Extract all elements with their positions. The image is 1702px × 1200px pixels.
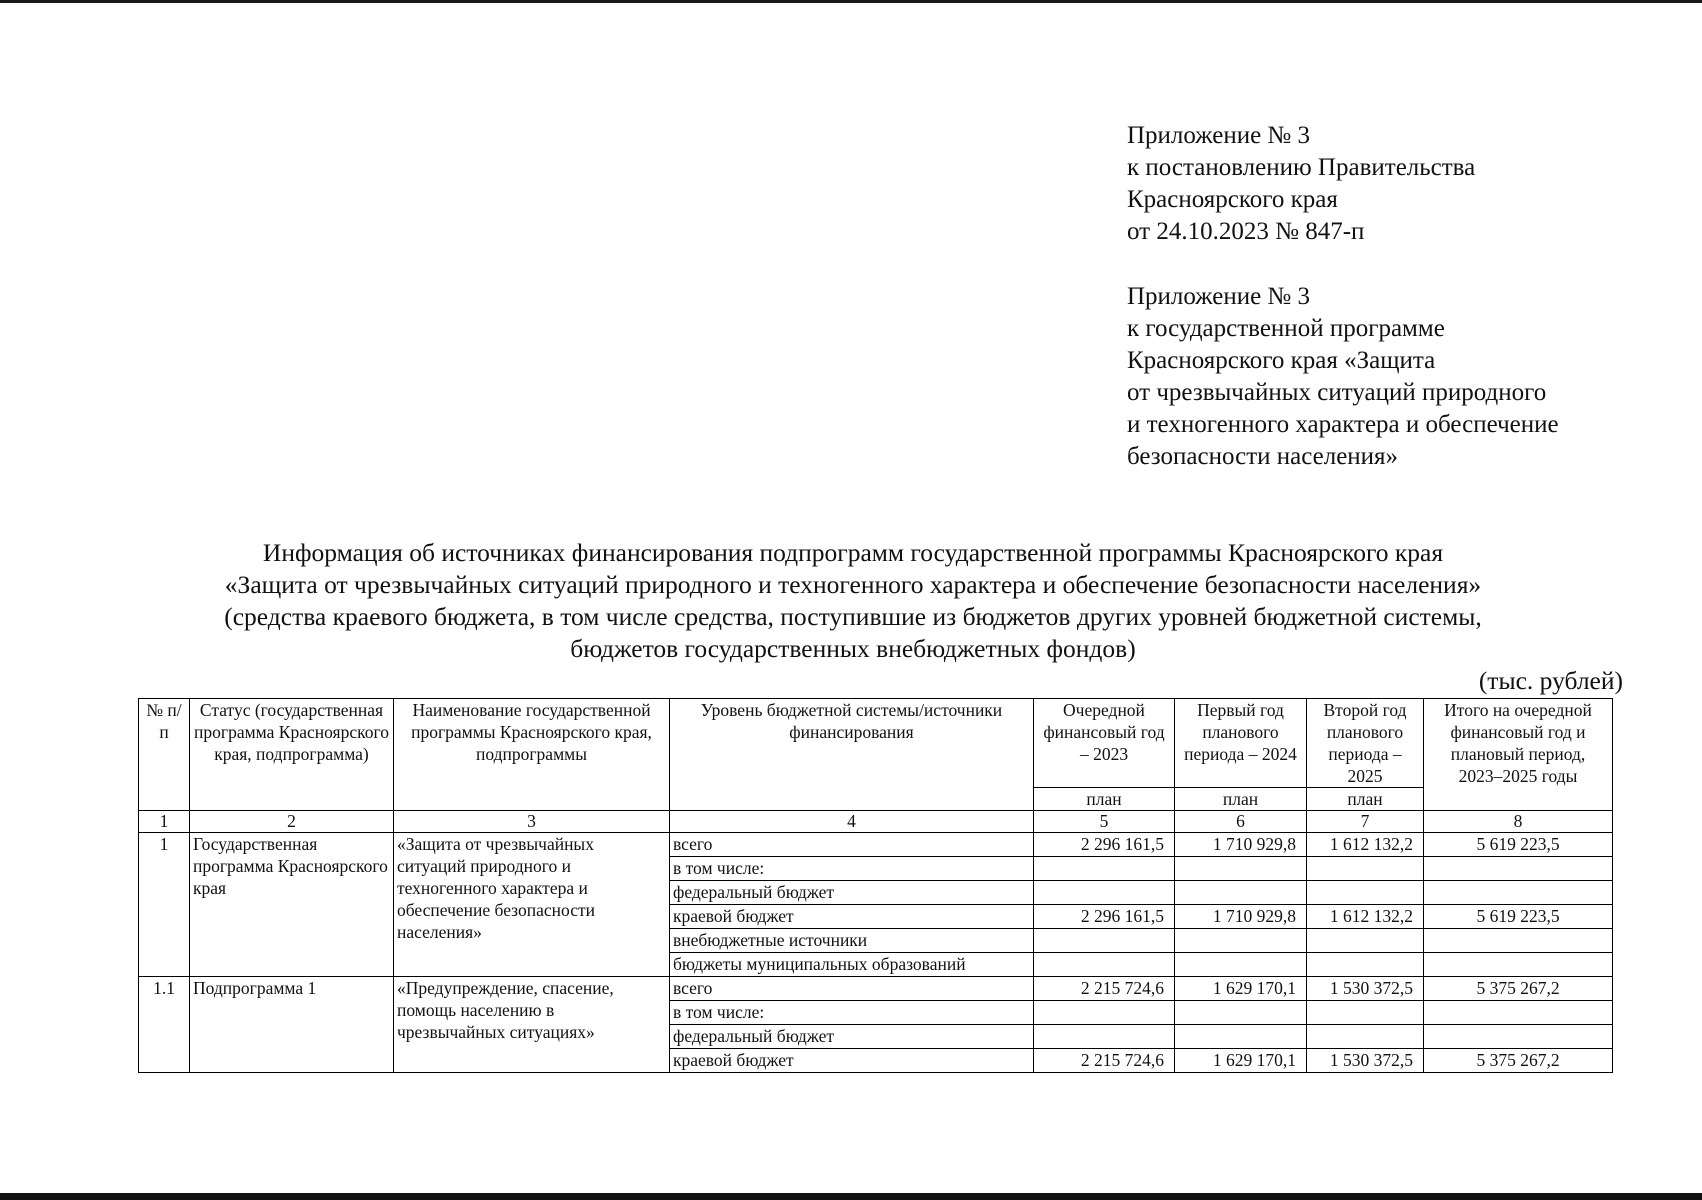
value-total xyxy=(1424,881,1613,905)
value-2025 xyxy=(1307,1001,1424,1025)
value-2023: 2 296 161,5 xyxy=(1034,905,1175,929)
header-year-2023: Очередной финансовый год – 2023 xyxy=(1034,699,1175,788)
value-2024: 1 710 929,8 xyxy=(1175,833,1307,857)
value-2024 xyxy=(1175,1025,1307,1049)
row-status: Подпрограмма 1 xyxy=(190,977,394,1073)
value-2023 xyxy=(1034,1001,1175,1025)
document-title-line: Информация об источниках финансирования подпрограмм государственной программы Красноярского края xyxy=(262,538,1444,567)
value-2024: 1 710 929,8 xyxy=(1175,905,1307,929)
value-2023 xyxy=(1034,881,1175,905)
value-2025 xyxy=(1307,1025,1424,1049)
header-name: Наименование государственной программы Красноярского края, подпрограммы xyxy=(394,699,670,811)
column-number: 5 xyxy=(1034,811,1175,833)
value-2025: 1 530 372,5 xyxy=(1307,977,1424,1001)
row-number: 1.1 xyxy=(139,977,190,1073)
value-2023 xyxy=(1034,1025,1175,1049)
value-total: 5 619 223,5 xyxy=(1424,905,1613,929)
document-title-line: «Защита от чрезвычайных ситуаций природного и техногенного характера и обеспечение безопасности населения» xyxy=(224,570,1482,599)
column-number: 3 xyxy=(394,811,670,833)
header-plan-2025: план xyxy=(1307,788,1424,811)
value-total xyxy=(1424,929,1613,953)
document-title xyxy=(120,537,1586,665)
value-total xyxy=(1424,1001,1613,1025)
row-program-name: «Защита от чрезвычайных ситуаций природного и техногенного характера и обеспечение безопасности населения» xyxy=(394,833,670,977)
header-plan-2024: план xyxy=(1175,788,1307,811)
value-2023 xyxy=(1034,857,1175,881)
value-2025 xyxy=(1307,929,1424,953)
value-total: 5 619 223,5 xyxy=(1424,833,1613,857)
header-num: № п/п xyxy=(139,699,190,811)
budget-level: внебюджетные источники xyxy=(670,929,1034,953)
header-level: Уровень бюджетной системы/источники финансирования xyxy=(670,699,1034,811)
value-2025: 1 612 132,2 xyxy=(1307,833,1424,857)
column-number-row xyxy=(139,811,1613,833)
header-plan-2023: план xyxy=(1034,788,1175,811)
column-number: 2 xyxy=(190,811,394,833)
table-header-row xyxy=(139,699,1613,788)
value-total xyxy=(1424,953,1613,977)
value-2025 xyxy=(1307,953,1424,977)
value-2024 xyxy=(1175,857,1307,881)
appendix-program-block xyxy=(1127,281,1559,473)
appendix-program-line: Красноярского края «Защита xyxy=(1127,347,1436,374)
value-2023 xyxy=(1034,929,1175,953)
value-total xyxy=(1424,857,1613,881)
value-2024 xyxy=(1175,953,1307,977)
header-status: Статус (государственная программа Красноярского края, подпрограмма) xyxy=(190,699,394,811)
value-total: 5 375 267,2 xyxy=(1424,977,1613,1001)
appendix-program-line: безопасности населения» xyxy=(1127,443,1399,470)
header-year-2024: Первый год планового периода – 2024 xyxy=(1175,699,1307,788)
table-row xyxy=(139,833,1613,857)
column-number: 4 xyxy=(670,811,1034,833)
appendix-decree-line: от 24.10.2023 № 847-п xyxy=(1127,218,1365,245)
row-status: Государственная программа Красноярского края xyxy=(190,833,394,977)
scan-top-edge xyxy=(0,0,1702,3)
document-title-line: (средства краевого бюджета, в том числе средства, поступившие из бюджетов других уровней бюджетной системы, xyxy=(224,602,1482,631)
budget-level: федеральный бюджет xyxy=(670,1025,1034,1049)
document-title-line: бюджетов государственных внебюджетных фондов) xyxy=(570,634,1136,663)
value-2025: 1 612 132,2 xyxy=(1307,905,1424,929)
value-total xyxy=(1424,1025,1613,1049)
value-2023: 2 215 724,6 xyxy=(1034,1049,1175,1073)
column-number: 8 xyxy=(1424,811,1613,833)
value-2024 xyxy=(1175,929,1307,953)
value-2024: 1 629 170,1 xyxy=(1175,977,1307,1001)
row-program-name: «Предупреждение, спасение, помощь населению в чрезвычайных ситуациях» xyxy=(394,977,670,1073)
value-2025: 1 530 372,5 xyxy=(1307,1049,1424,1073)
value-2023 xyxy=(1034,953,1175,977)
header-year-2025: Второй год планового периода – 2025 xyxy=(1307,699,1424,788)
budget-level: краевой бюджет xyxy=(670,1049,1034,1073)
budget-level: всего xyxy=(670,977,1034,1001)
budget-level: в том числе: xyxy=(670,857,1034,881)
column-number: 6 xyxy=(1175,811,1307,833)
column-number: 1 xyxy=(139,811,190,833)
appendix-program-line: от чрезвычайных ситуаций природного xyxy=(1127,379,1547,406)
value-2025 xyxy=(1307,881,1424,905)
appendix-decree-line: Приложение № 3 xyxy=(1127,122,1311,149)
budget-level: федеральный бюджет xyxy=(670,881,1034,905)
units-label: (тыс. рублей) xyxy=(1478,666,1623,695)
budget-level: всего xyxy=(670,833,1034,857)
budget-level: бюджеты муниципальных образований xyxy=(670,953,1034,977)
row-number: 1 xyxy=(139,833,190,977)
appendix-program-line: Приложение № 3 xyxy=(1127,283,1311,310)
appendix-decree-block xyxy=(1127,120,1475,248)
appendix-program-line: и техногенного характера и обеспечение xyxy=(1127,411,1559,438)
budget-level: краевой бюджет xyxy=(670,905,1034,929)
appendix-decree-line: к постановлению Правительства xyxy=(1127,154,1476,181)
value-total: 5 375 267,2 xyxy=(1424,1049,1613,1073)
budget-level: в том числе: xyxy=(670,1001,1034,1025)
header-total: Итого на очередной финансовый год и плановый период, 2023–2025 годы xyxy=(1424,699,1613,811)
scan-bottom-edge xyxy=(0,1193,1702,1200)
value-2025 xyxy=(1307,857,1424,881)
value-2023: 2 215 724,6 xyxy=(1034,977,1175,1001)
appendix-decree-line: Красноярского края xyxy=(1127,186,1338,213)
value-2024 xyxy=(1175,881,1307,905)
financing-table xyxy=(138,698,1613,1073)
value-2024: 1 629 170,1 xyxy=(1175,1049,1307,1073)
column-number: 7 xyxy=(1307,811,1424,833)
table-row xyxy=(139,977,1613,1001)
appendix-program-line: к государственной программе xyxy=(1127,315,1445,342)
value-2024 xyxy=(1175,1001,1307,1025)
value-2023: 2 296 161,5 xyxy=(1034,833,1175,857)
